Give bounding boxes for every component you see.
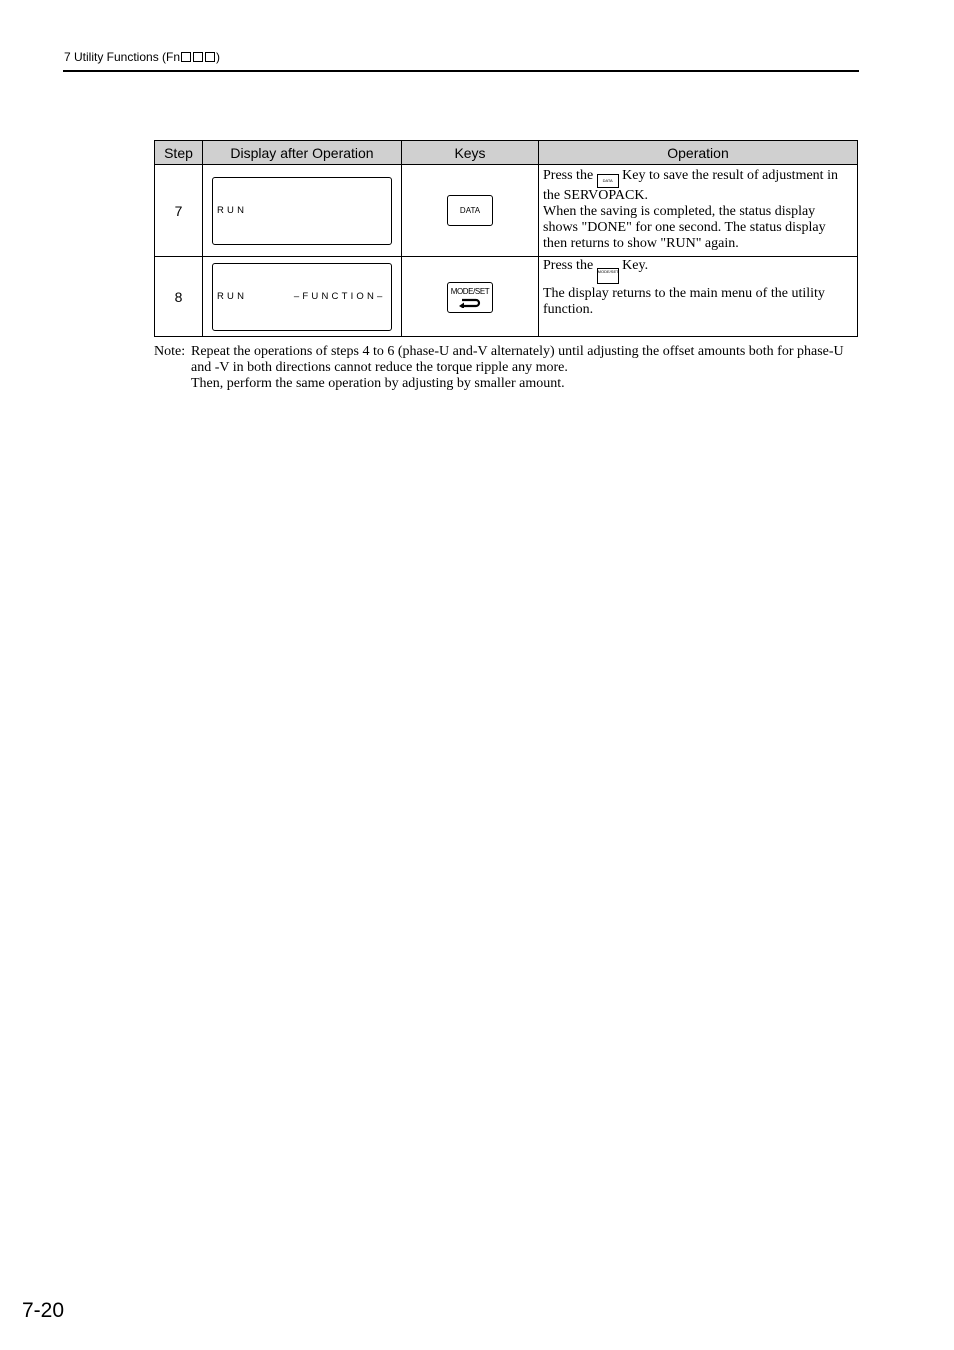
note-text [191, 344, 859, 392]
note-paragraph: Then, perform the same operation by adjusting by smaller amount. [191, 376, 565, 391]
mode-set-key-label: MODE/SET [450, 286, 490, 296]
display-line: RUN [217, 205, 248, 217]
display-line [217, 329, 387, 330]
operator-display-screen [212, 177, 392, 245]
key-cell [402, 257, 539, 337]
mini-key-label: DATA [602, 178, 613, 183]
operation-text: Key. [622, 258, 649, 273]
column-header-operation: Operation [539, 141, 858, 165]
data-key-icon [597, 174, 619, 188]
running-header [64, 50, 220, 64]
operation-text: Press the [543, 258, 594, 273]
operation-cell [539, 165, 858, 257]
chapter-title: 7 Utility Functions (Fn [64, 50, 181, 64]
note-block [154, 344, 859, 392]
table-header-row [155, 141, 858, 165]
operation-text: Press the [543, 168, 594, 183]
table-row-step-7 [155, 165, 858, 257]
note-label: Note: [154, 344, 186, 359]
display-line-text [260, 329, 356, 330]
display-line [217, 243, 387, 244]
display-cell [203, 165, 402, 257]
page-number: 7-20 [22, 1299, 65, 1322]
operation-paragraph [543, 168, 853, 204]
step-number: 7 [155, 165, 203, 257]
operation-paragraph: When the saving is completed, the status display shows "DONE" for one second. The status display then returns to show "RUN" again. [543, 204, 826, 251]
note-paragraph: Repeat the operations of steps 4 to 6 (phase-U and-V alternately) until adjusting the offset amounts both for phase-U and -V in both directions cannot reduce the torque ripple any more. [191, 344, 844, 375]
column-header-display: Display after Operation [203, 141, 402, 165]
operation-text: Key to save the result of adjustment in the SERVOPACK. [543, 168, 838, 203]
data-key-label: DATA [459, 206, 481, 215]
mini-key-label: MODE/SET [597, 269, 619, 274]
operator-display-screen [212, 263, 392, 331]
operation-paragraph [543, 258, 853, 284]
return-arrow-icon [458, 297, 482, 308]
mode-set-key-button[interactable] [447, 282, 493, 313]
display-line: RUN –FUNCTION– [217, 291, 386, 303]
placeholder-square-icon [193, 52, 203, 62]
placeholder-square-icon [205, 52, 215, 62]
operation-paragraph: The display returns to the main menu of the utility function. [543, 286, 825, 317]
column-header-keys: Keys [402, 141, 539, 165]
placeholder-square-icon [181, 52, 191, 62]
display-cursor [217, 329, 260, 330]
key-cell [402, 165, 539, 257]
steps-table [154, 140, 858, 337]
mode-set-key-icon [597, 268, 619, 284]
step-number: 8 [155, 257, 203, 337]
chapter-title-suffix: ) [216, 50, 221, 64]
operation-cell [539, 257, 858, 337]
display-cell [203, 257, 402, 337]
table-row-step-8 [155, 257, 858, 337]
column-header-step: Step [155, 141, 203, 165]
data-key-button[interactable] [447, 195, 493, 226]
header-rule [63, 70, 859, 72]
